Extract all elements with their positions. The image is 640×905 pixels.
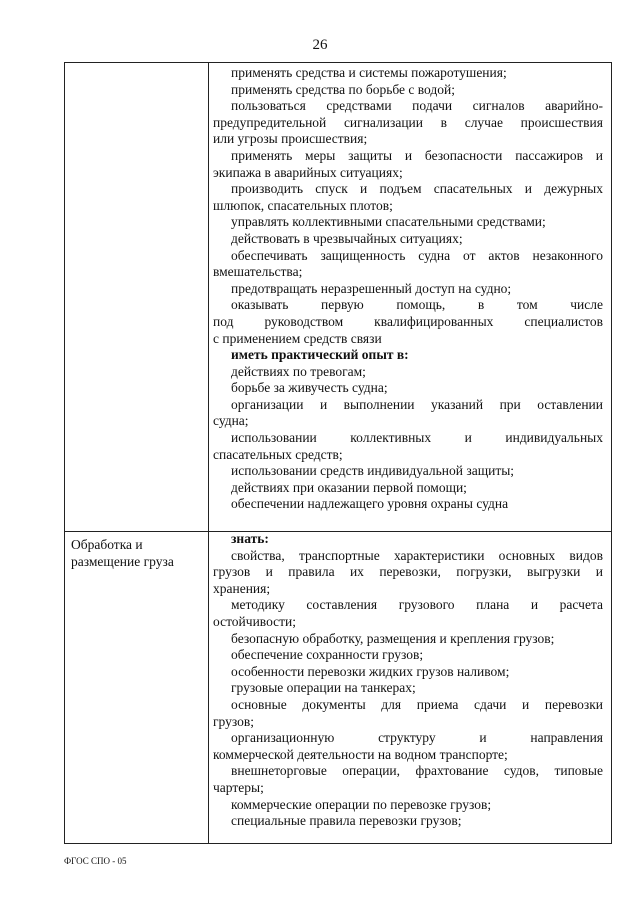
text-line: судна; [213,413,249,429]
text-line: грузов; [213,713,254,729]
text-line: хранения; [213,580,271,596]
text-line: применять средства и системы пожаротушения; [231,65,507,80]
text-line: предупредительной сигнализации в случае происшествия [213,114,603,130]
text-line: внешнеторговые операции, фрахтование судов, типовые [231,763,603,779]
text-line: основные документы для приема сдачи и перевозки [231,696,603,712]
text-line: действовать в чрезвычайных ситуациях; [231,230,463,246]
text-line: или угрозы происшествия; [213,131,368,147]
text-line: вмешательства; [213,264,303,280]
text-line: экипажа в аварийных ситуациях; [213,164,403,180]
text-line: с применением средств связи [213,330,382,346]
section-heading: знать: [231,531,269,547]
text-line: грузов и правила их перевозки, погрузки, выгрузки и [213,564,603,580]
text-line: коммерческой деятельности на водном транспорте; [213,746,508,762]
row2-title-line1: Обработка и [71,537,143,552]
text-line: под руководством квалифицированных специалистов [213,313,603,329]
text-line: борьбе за живучесть судна; [231,380,388,396]
column-divider [208,63,209,843]
text-line: управлять коллективными спасательными средствами; [231,214,546,230]
text-line: применять средства по борьбе с водой; [231,81,456,97]
text-line: грузовые операции на танкерах; [231,680,416,696]
competency-table [64,62,612,844]
footer-code: ФГОС СПО - 05 [64,856,127,866]
text-line: применять меры защиты и безопасности пассажиров и [231,147,603,163]
text-line: пользоваться средствами подачи сигналов аварийно- [231,98,603,114]
page-number: 26 [312,37,328,53]
text-line: остойчивости; [213,614,297,629]
section-heading: иметь практический опыт в: [231,347,409,363]
text-line: предотвращать неразрешенный доступ на судно; [231,280,512,296]
text-line: особенности перевозки жидких грузов наливом; [231,663,510,679]
text-line: организационную структуру и направления [231,730,603,746]
text-line: чартеры; [213,779,264,795]
text-line: безопасную обработку, размещения и крепления грузов; [231,630,555,646]
text-line: обеспечении надлежащего уровня охраны судна [231,496,509,512]
text-line: методику составления грузового плана и расчета [231,597,603,613]
row2-title-line2: размещение груза [71,553,174,569]
text-line: организации и выполнении указаний при оставлении [231,396,603,412]
content-column [213,65,603,830]
text-line: специальные правила перевозки грузов; [231,813,462,829]
text-line: использовании коллективных и индивидуальных [231,430,603,446]
text-line: производить спуск и подъем спасательных и дежурных [231,181,603,197]
text-line: свойства, транспортные характеристики основных видов [231,547,603,563]
row2-title-cell [71,535,205,568]
text-line: оказывать первую помощь, в том числе [231,297,603,313]
text-line: коммерческие операции по перевозке грузов; [231,796,492,812]
text-line: шлюпок, спасательных плотов; [213,197,393,213]
text-line: действиях по тревогам; [231,363,366,379]
text-line: использовании средств индивидуальной защиты; [231,463,515,479]
text-line: обеспечивать защищенность судна от актов незаконного [231,247,603,263]
text-line: действиях при оказании первой помощи; [231,479,467,495]
text-line: обеспечение сохранности грузов; [231,647,424,663]
text-line: спасательных средств; [213,446,343,462]
